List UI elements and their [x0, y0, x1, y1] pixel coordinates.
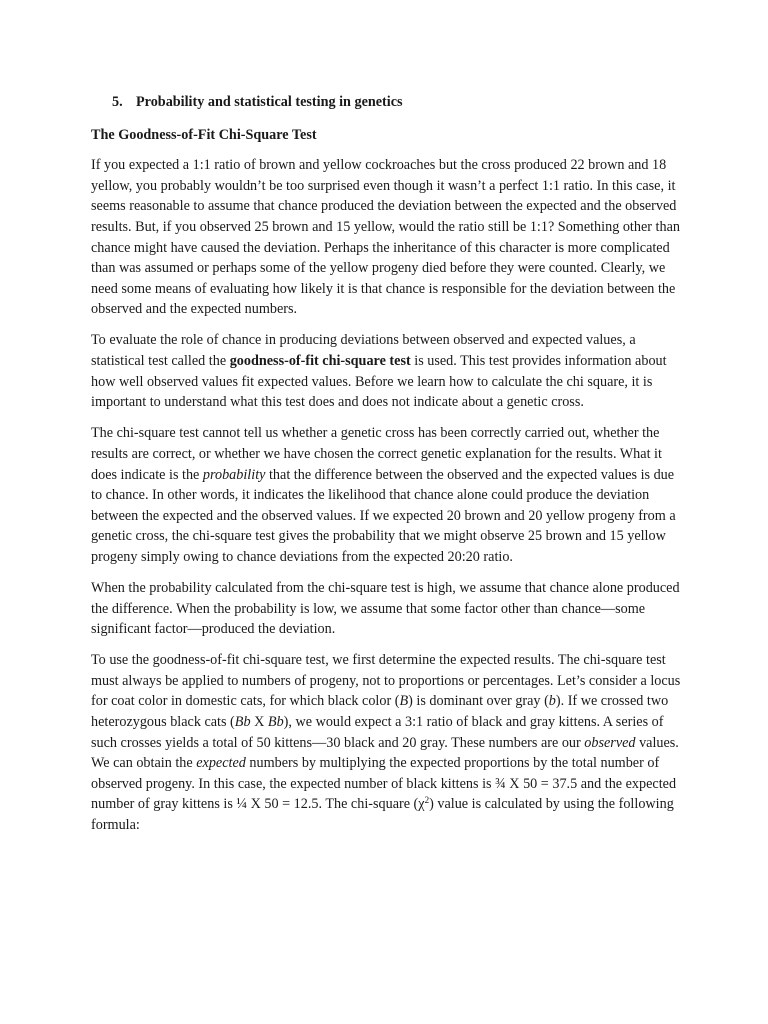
- p5-text-6: values. We can obtain the: [91, 734, 679, 772]
- document-page: [91, 92, 686, 846]
- p5-allele-B: B: [399, 693, 409, 710]
- p5-text-3: ). If we crossed two heterozygous black cats (: [91, 693, 669, 731]
- p5-text-8: ) value is calculated by using the following formula:: [91, 796, 674, 833]
- p5-observed-term: observed: [584, 734, 636, 751]
- section-heading: [112, 92, 686, 113]
- subsection-heading: The Goodness-of-Fit Chi-Square Test: [91, 126, 317, 143]
- p2-bold-term: goodness-of-fit chi-square test: [229, 353, 411, 370]
- p5-text-5: ), we would expect a 3:1 ratio of black and gray kittens. A series of such crosses yields a total of 50 kittens—30 black and 20 gray. These numbers are our: [91, 714, 664, 751]
- p5-text-4: X: [250, 714, 268, 731]
- p2-text-c: is used. This test provides information about how well observed values fit expected values. Before we learn how to calculate the chi square, it is important to understand what this test does and does not indicate about a genetic cross.: [91, 353, 667, 411]
- p5-genotype-2: Bb: [267, 714, 284, 731]
- p5-text-1: To use the goodness-of-fit chi-square test, we first determine the expected results. The chi-square test must always be applied to numbers of progeny, not to proportions or percentages. Let’s consider a locus for coat color in domestic cats, for which black color (: [91, 652, 681, 710]
- paragraph-4: When the probability calculated from the chi-square test is high, we assume that chance alone produced the difference. When the probability is low, we assume that some factor other than chance—some significant factor—produced the deviation.: [91, 579, 680, 638]
- paragraph-3: [91, 423, 686, 567]
- p5-text-2: ) is dominant over gray (: [408, 693, 549, 710]
- p5-expected-term: expected: [196, 755, 246, 772]
- chi-symbol: χ: [418, 796, 425, 813]
- p3-text-c: that the difference between the observed and the expected values is due to chance. In other words, it indicates the likelihood that chance alone could produce the deviation between the expected and the observed values. If we expected 20 brown and 20 yellow progeny from a genetic cross, the chi-square test gives the probability that we might observe 25 brown and 15 yellow progeny simply owing to chance deviations from the expected 20:20 ratio.: [91, 466, 676, 565]
- paragraph-1: If you expected a 1:1 ratio of brown and yellow cockroaches but the cross produced 22 brown and 18 yellow, you probably wouldn’t be too surprised even though it wasn’t a perfect 1:1 ratio. In this case, it seems reasonable to assume that chance produced the deviation between the expected and the observed results. But, if you observed 25 brown and 15 yellow, would the ratio still be 1:1? Something other than chance might have caused the deviation. Perhaps the inheritance of this character is more complicated than was assumed or perhaps some of the yellow progeny died before they were counted. Clearly, we need some means of evaluating how likely it is that chance is responsible for the deviation between the observed and the expected numbers.: [91, 157, 680, 318]
- chi-superscript: 2: [424, 795, 430, 806]
- p3-italic-term: probability: [202, 466, 266, 483]
- paragraph-5: [91, 650, 686, 835]
- section-number: 5.: [112, 94, 123, 110]
- p5-genotype-1: Bb: [234, 714, 251, 731]
- p3-text-a: The chi-square test cannot tell us whether a genetic cross has been correctly carried out, whether the results are correct, or whether we have chosen the correct genetic explanation for the results. What it does indicate is the: [91, 425, 662, 483]
- paragraph-2: [91, 330, 686, 412]
- p5-text-7: numbers by multiplying the expected proportions by the total number of observed progeny. In this case, the expected number of black kittens is ¾ X 50 = 37.5 and the expected number of gray kittens is ¼ X 50 = 12.5. The chi-square (: [91, 755, 677, 813]
- section-title: Probability and statistical testing in genetics: [136, 94, 403, 110]
- p5-allele-b: b: [548, 693, 556, 710]
- p2-text-a: To evaluate the role of chance in producing deviations between observed and expected values, a statistical test called the: [91, 332, 636, 370]
